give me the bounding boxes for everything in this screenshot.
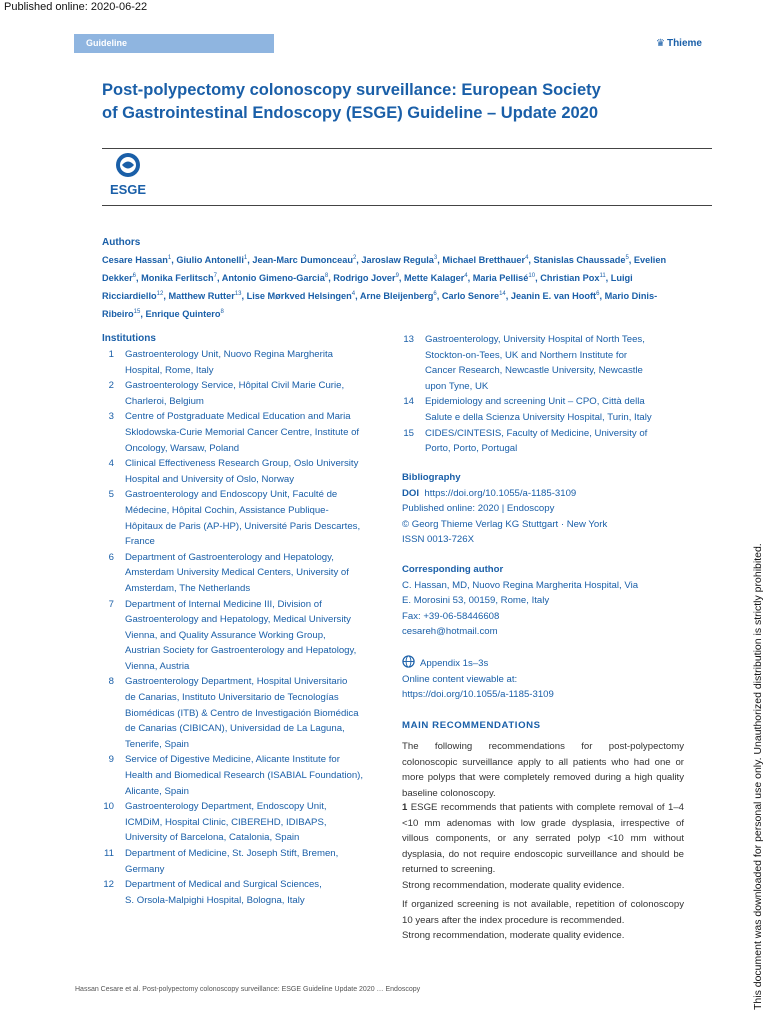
recommendation-1 xyxy=(402,800,684,894)
institution-line: ICMDiM, Hospital Clinic, CIBEREHD, IDIBAPS, xyxy=(125,816,327,828)
institution-item xyxy=(102,752,387,799)
title-rule xyxy=(102,148,712,149)
author-name: Cesare Hassan xyxy=(102,255,168,266)
institution-line: Service of Digestive Medicine, Alicante Institute for xyxy=(125,754,340,766)
author-affiliation: 1 xyxy=(167,255,172,261)
doi-link[interactable]: https://doi.org/10.1055/a-1185-3109 xyxy=(424,487,577,499)
institution-line: Gastroenterology, University Hospital of North Tees, xyxy=(425,334,645,345)
corresponding-fax: Fax: +39-06-58446608 xyxy=(402,610,500,622)
author-affiliation: 12 xyxy=(156,291,164,298)
corresponding-line: E. Morosini 53, 00159, Rome, Italy xyxy=(402,595,550,607)
appendix-link[interactable]: https://doi.org/10.1055/a-1185-3109 xyxy=(402,689,554,701)
side-watermark: This document was downloaded for personal use only. Unauthorized distribution is strictly prohibited. xyxy=(752,543,764,1010)
appendix-label: Appendix 1s–3s xyxy=(420,658,489,669)
institution-item xyxy=(102,347,387,378)
institution-item xyxy=(402,394,687,425)
institution-line: France xyxy=(125,536,155,548)
institution-line: Vienna, Austria xyxy=(125,660,190,672)
institutions-heading: Institutions xyxy=(102,333,156,344)
institution-line: Gastroenterology Unit, Nuovo Regina Margherita xyxy=(125,349,333,360)
institution-line: Gastroenterology Department, Endoscopy Unit, xyxy=(125,801,327,813)
institution-line: Hospital and University of Oslo, Norway xyxy=(125,473,295,485)
author-affiliation: 13 xyxy=(234,291,242,298)
rec-text: If organized screening is not available, repetition of colonoscopy 10 years after the index procedure is recommended. xyxy=(402,899,684,926)
author-affiliation: 8 xyxy=(324,273,329,280)
author-affiliation: 6 xyxy=(132,273,136,280)
bibliography-heading: Bibliography xyxy=(402,472,461,483)
author-name: Jean-Marc Dumonceau xyxy=(252,255,353,266)
corresponding-email[interactable]: cesareh@hotmail.com xyxy=(402,626,498,638)
authors-heading: Authors xyxy=(102,237,141,248)
author-name: Luigi Ricciardiello xyxy=(102,273,633,302)
institution-line: Médecine, Hôpital Cochin, Assistance Publique- xyxy=(125,504,329,516)
institution-item xyxy=(102,674,387,752)
institution-line: Amsterdam University Medical Centers, University of xyxy=(125,567,349,579)
author-affiliation: 1 xyxy=(243,255,248,261)
copyright: © Georg Thieme Verlag KG Stuttgart · New York xyxy=(402,518,608,530)
author-name: Evelien Dekker xyxy=(102,255,667,284)
author-name: Antonio Gimeno-Garcia xyxy=(221,273,325,284)
page-footer: Hassan Cesare et al. Post-polypectomy colonoscopy surveillance: ESGE Guideline Update 2020 … Endoscopy xyxy=(75,986,421,993)
institution-line: University of Barcelona, Catalonia, Spain xyxy=(125,832,300,844)
author-affiliation: 11 xyxy=(599,273,606,280)
author-name: Giulio Antonelli xyxy=(176,255,244,266)
published-info: Published online: 2020 | Endoscopy xyxy=(402,503,555,515)
author-affiliation: 5 xyxy=(625,255,629,261)
institution-line: Porto, Porto, Portugal xyxy=(425,443,518,455)
institutions-right xyxy=(402,332,687,457)
institution-line: Tenerife, Spain xyxy=(125,738,189,750)
author-affiliation: 4 xyxy=(464,273,468,280)
publisher-logo xyxy=(656,38,702,49)
author-affiliation: 6 xyxy=(433,291,437,298)
author-name: Lise Mørkved Helsingen xyxy=(246,291,352,302)
institution-number: 7 xyxy=(108,598,114,610)
rec-number: 1 xyxy=(402,802,408,813)
author-list: Cesare Hassan$^1$, Giulio Antonelli$^1$, Jean-Marc Dumonceau$^2$, Jaroslaw Regula$^3$, Michael Bretthauer$^4$, Stanislas Chaussade$^5$, Evelien Dekker$^6$, Monika Ferlitsch$^7$, Antonio Gimeno-Garcia$^8$, Rodrigo Jover$^9$, Mette Kalager$^4$, Maria Pellisé$^{10}$, Christian Pox$^{11}$, Luigi Ricciardiello$^{12}$, Matthew Rutter$^{13}$, Lise Mørkved Helsingen$^4$, Arne Bleijenberg$^6$, Carlo Senore$^{14}$, Jeanin E. van Hooft$^6$, Mario Dinis-Ribeiro$^{15}$, Enrique Quintero$^8$ xyxy=(102,255,667,320)
author-name: Mette Kalager xyxy=(404,273,465,284)
institution-line: Alicante, Spain xyxy=(125,785,189,797)
author-affiliation: 8 xyxy=(220,309,224,316)
recommendations-heading: MAIN RECOMMENDATIONS xyxy=(402,720,541,731)
institution-line: Health and Biomedical Research (ISABIAL Foundation), xyxy=(125,770,364,782)
institution-line: Stockton-on-Tees, UK and Northern Institute for xyxy=(425,349,628,361)
institution-line: Oncology, Warsaw, Poland xyxy=(125,442,240,454)
institution-number: 13 xyxy=(403,334,414,345)
corresponding-heading: Corresponding author xyxy=(402,564,504,575)
institution-number: 6 xyxy=(108,551,114,563)
institution-number: 12 xyxy=(103,879,114,891)
article-title xyxy=(102,79,702,125)
institution-line: Hospital, Rome, Italy xyxy=(125,364,214,376)
institution-number: 15 xyxy=(403,427,414,439)
institutions-left xyxy=(102,347,387,908)
author-affiliation: 4 xyxy=(525,255,529,261)
thieme-icon: ♛ xyxy=(656,38,665,49)
institution-number: 5 xyxy=(108,489,114,501)
author-name: Rodrigo Jover xyxy=(333,273,396,284)
author-affiliation: 3 xyxy=(433,255,438,261)
author-affiliation: 7 xyxy=(213,273,217,280)
author-name: Maria Pellisé xyxy=(472,273,529,284)
institution-item xyxy=(102,487,387,549)
institution-item xyxy=(102,550,387,597)
author-name: Stanislas Chaussade xyxy=(533,255,626,266)
author-affiliation: 10 xyxy=(528,273,536,280)
institution-number: 10 xyxy=(103,801,114,813)
author-affiliation: 2 xyxy=(352,255,357,261)
author-affiliation: 6 xyxy=(596,291,600,298)
institution-number: 9 xyxy=(108,754,114,766)
author-name: Enrique Quintero xyxy=(145,309,221,320)
category-banner xyxy=(74,34,274,53)
institution-number: 11 xyxy=(104,848,114,859)
institution-line: Department of Medical and Surgical Sciences, xyxy=(125,879,322,891)
appendix-online: Online content viewable at: xyxy=(402,673,518,685)
recommendations-intro: The following recommendations for post-polypectomy colonoscopic surveillance apply to all patients who had one or more polyps that were completely removed during a high quality baseline colonoscopy. xyxy=(402,741,684,799)
appendix xyxy=(402,655,554,703)
rec-text: ESGE recommends that patients with complete removal of 1–4 <10 mm adenomas with low grade dysplasia, irrespective of villous components, or any serrated polyp <10 mm without dysplasia, do not require endoscopic surveillance and should be returned to screening. xyxy=(402,802,685,876)
author-name: Jeanin E. van Hooft xyxy=(510,291,597,302)
corresponding-author xyxy=(402,562,638,640)
recommendation-1b xyxy=(402,897,684,944)
rec-strength: Strong recommendation, moderate quality evidence. xyxy=(402,879,625,891)
logo-text: ESGE xyxy=(109,182,147,197)
institution-line: Centre of Postgraduate Medical Education and Maria xyxy=(125,411,351,423)
doi-label: DOI xyxy=(402,487,420,499)
institution-line: Amsterdam, The Netherlands xyxy=(125,582,251,594)
institution-item xyxy=(102,877,387,908)
esge-logo-icon xyxy=(102,151,154,197)
institution-line: Department of Gastroenterology and Hepatology, xyxy=(125,551,334,563)
institution-line: upon Tyne, UK xyxy=(425,380,489,392)
institution-line: Austrian Society for Gastroenterology and Hepatology, xyxy=(125,645,357,657)
author-name: Matthew Rutter xyxy=(168,291,235,302)
institution-line: Biomédicas (ITB) & Centro de Investigación Biomédica xyxy=(125,707,359,719)
institution-line: Cancer Research, Newcastle University, Newcastle xyxy=(425,365,643,377)
category-label: Guideline xyxy=(86,38,128,48)
institution-line: Gastroenterology Service, Hôpital Civil Marie Curie, xyxy=(125,380,345,392)
title-line-2: of Gastrointestinal Endoscopy (ESGE) Guideline – Update 2020 xyxy=(102,104,599,122)
institution-item xyxy=(402,332,687,394)
institution-item xyxy=(102,378,387,409)
institution-line: Charleroi, Belgium xyxy=(125,395,204,407)
author-affiliation: 15 xyxy=(133,309,141,316)
institution-number: 14 xyxy=(403,396,414,408)
institution-item xyxy=(102,799,387,846)
rec-strength: Strong recommendation, moderate quality evidence. xyxy=(402,930,625,942)
author-affiliation: 14 xyxy=(499,291,506,298)
institution-line: Gastroenterology and Endoscopy Unit, Faculté de xyxy=(125,489,338,501)
globe-icon xyxy=(402,655,415,668)
published-date: Published online: 2020-06-22 xyxy=(4,1,148,13)
institution-line: de Canarias (CIBICAN), Universidad de La Laguna, xyxy=(125,723,345,735)
institution-line: Hôpitaux de Paris (AP-HP), Université Paris Descartes, xyxy=(125,520,361,532)
title-line-1: Post-polypectomy colonoscopy surveillance: European Society xyxy=(102,81,601,99)
author-name: Carlo Senore xyxy=(441,291,500,302)
author-name: Jaroslaw Regula xyxy=(361,255,434,266)
author-affiliation: 4 xyxy=(351,291,356,298)
institution-line: Germany xyxy=(125,863,165,875)
author-name: Michael Bretthauer xyxy=(442,255,526,266)
corresponding-line: C. Hassan, MD, Nuovo Regina Margherita Hospital, Via xyxy=(402,579,639,591)
institution-line: Gastroenterology and Hepatology, Medical University xyxy=(125,614,351,626)
institution-line: de Canarias, Instituto Universitario de Tecnologías xyxy=(125,692,339,704)
institution-number: 2 xyxy=(108,380,114,392)
institution-line: Gastroenterology Department, Hospital Universitario xyxy=(125,676,348,688)
institution-line: S. Orsola-Malpighi Hospital, Bologna, Italy xyxy=(125,894,305,906)
author-name: Arne Bleijenberg xyxy=(359,291,434,302)
institution-line: Salute e della Scienza University Hospital, Turin, Italy xyxy=(425,411,652,423)
author-name: Christian Pox xyxy=(540,273,600,284)
author-affiliation: 9 xyxy=(395,273,399,280)
publisher-name: Thieme xyxy=(666,38,702,49)
institution-line: Vienna, and Quality Assurance Working Group, xyxy=(125,629,326,641)
institution-line: Department of Medicine, St. Joseph Stift, Bremen, xyxy=(125,848,339,859)
institution-item xyxy=(102,456,387,487)
institution-number: 8 xyxy=(108,676,114,688)
issn: ISSN 0013-726X xyxy=(402,534,474,546)
institution-item xyxy=(102,846,387,877)
institution-line: Sklodowska-Curie Memorial Cancer Centre, Institute of xyxy=(125,426,360,438)
institution-item xyxy=(102,597,387,675)
author-name: Monika Ferlitsch xyxy=(141,273,214,284)
logo-rule xyxy=(102,205,712,206)
institution-number: 3 xyxy=(108,411,114,423)
institution-item xyxy=(102,409,387,456)
institution-number: 1 xyxy=(108,349,114,360)
institution-number: 4 xyxy=(108,458,114,470)
bibliography xyxy=(402,470,607,548)
author-name: Mario Dinis-Ribeiro xyxy=(102,291,658,320)
institution-item xyxy=(402,426,687,457)
institution-line: Epidemiology and screening Unit – CPO, Città della xyxy=(425,396,645,408)
institution-line: Clinical Effectiveness Research Group, Oslo University xyxy=(125,458,359,470)
institution-line: Department of Internal Medicine III, Division of xyxy=(125,598,322,610)
institution-line: CIDES/CINTESIS, Faculty of Medicine, University of xyxy=(425,427,648,439)
